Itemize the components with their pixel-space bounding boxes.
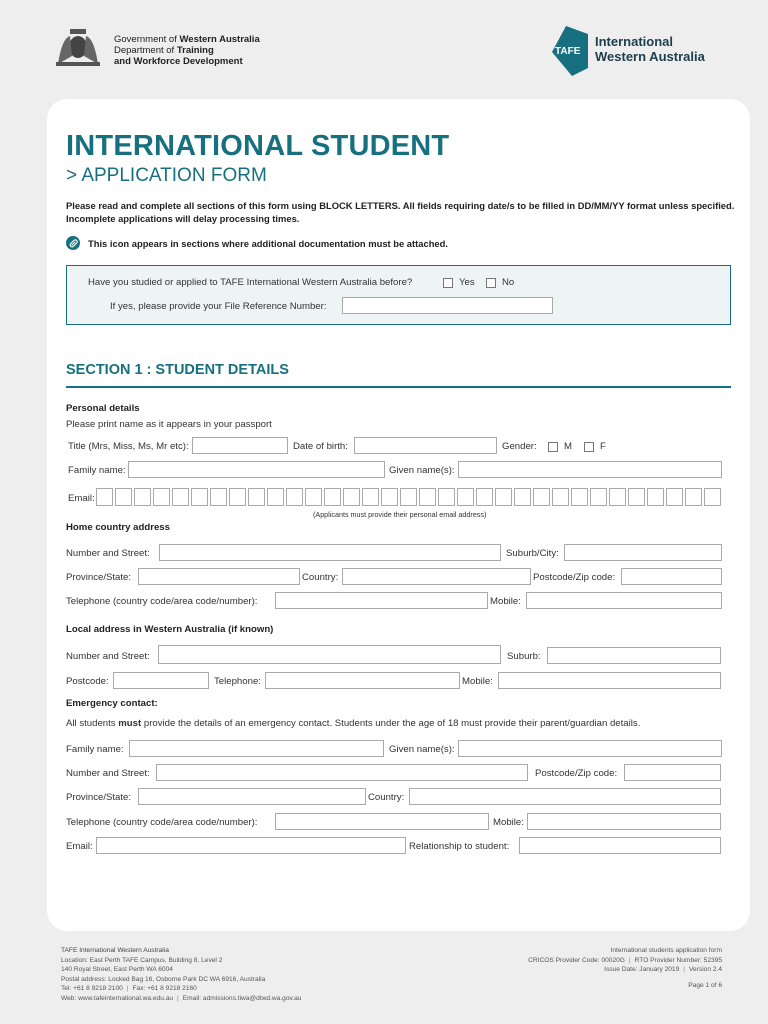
local-phone-field[interactable]	[265, 672, 460, 689]
email-char-cell[interactable]	[229, 488, 246, 506]
local-address-heading: Local address in Western Australia (if known)	[66, 624, 274, 635]
local-mobile-field[interactable]	[498, 672, 721, 689]
footer-contact: TAFE International Western Australia Location: East Perth TAFE Campus, Building 8, Level 2 140 Royal Street, East Perth WA 6004 Postal address: Locked Bag 16, Osborne Park DC WA 6916, Australia Tel: +61 8 9218 2100 | Fax: +61 8 9218 2160 Web: www.tafeinternational.wa.edu.au | Email: admissions.tiwa@dtwd.wa.gov.au	[61, 947, 302, 1002]
government-crest-icon	[52, 26, 104, 68]
emergency-family-label: Family name:	[66, 744, 124, 755]
home-country-field[interactable]	[342, 568, 531, 585]
prior-yes-label: Yes	[459, 277, 475, 288]
title-field[interactable]	[192, 437, 288, 454]
relationship-field[interactable]	[519, 837, 721, 854]
emergency-contact-note: All students must provide the details of an emergency contact. Students under the age of 18 must provide their parent/guardian details.	[66, 718, 641, 729]
gender-female-checkbox[interactable]	[584, 442, 594, 452]
email-char-cell[interactable]	[438, 488, 455, 506]
footer-web-link[interactable]: Web: www.tafeinternational.wa.edu.au	[61, 994, 174, 1002]
email-char-cell[interactable]	[210, 488, 227, 506]
email-char-cell[interactable]	[590, 488, 607, 506]
prior-yes-checkbox[interactable]	[443, 278, 453, 288]
local-postcode-label: Postcode:	[66, 676, 109, 687]
emergency-street-label: Number and Street:	[66, 768, 150, 779]
email-char-cell[interactable]	[191, 488, 208, 506]
given-name-field[interactable]	[458, 461, 722, 478]
paperclip-icon	[66, 236, 80, 250]
dob-field[interactable]	[354, 437, 497, 454]
home-street-label: Number and Street:	[66, 548, 150, 559]
dob-label: Date of birth:	[293, 441, 348, 452]
emergency-province-label: Province/State:	[66, 792, 132, 803]
emergency-postcode-field[interactable]	[624, 764, 721, 781]
home-province-field[interactable]	[138, 568, 300, 585]
tafe-logo-icon	[552, 26, 588, 76]
email-char-cell[interactable]	[628, 488, 645, 506]
home-country-label: Country:	[302, 572, 339, 583]
form-subtitle: > APPLICATION FORM	[66, 165, 267, 186]
email-char-cell[interactable]	[419, 488, 436, 506]
gender-male-checkbox[interactable]	[548, 442, 558, 452]
email-char-cell[interactable]	[704, 488, 721, 506]
page-number: Page 1 of 6	[688, 981, 722, 989]
emergency-contact-heading: Emergency contact:	[66, 698, 158, 709]
form-instructions: Please read and complete all sections of this form using BLOCK LETTERS. All fields requiring date/s to be filled in DD/MM/YY format unless specified. Incomplete applications will delay processing times.	[66, 200, 735, 224]
home-suburb-label: Suburb/City:	[506, 548, 559, 559]
home-postcode-field[interactable]	[621, 568, 722, 585]
email-char-cell[interactable]	[609, 488, 626, 506]
email-char-cell[interactable]	[324, 488, 341, 506]
emergency-email-label: Email:	[66, 841, 93, 852]
email-char-cell[interactable]	[666, 488, 683, 506]
email-char-cell[interactable]	[400, 488, 417, 506]
government-logo-text: Government of Western Australia Department of Training and Workforce Development	[114, 34, 260, 67]
prior-study-box	[66, 265, 731, 325]
emergency-mobile-label: Mobile:	[493, 817, 524, 828]
emergency-street-field[interactable]	[156, 764, 528, 781]
email-char-cell[interactable]	[343, 488, 360, 506]
family-name-field[interactable]	[128, 461, 385, 478]
email-char-cell[interactable]	[305, 488, 322, 506]
relationship-label: Relationship to student:	[409, 841, 510, 852]
section-divider	[66, 386, 731, 388]
email-note: (Applicants must provide their personal email address)	[313, 510, 487, 519]
emergency-province-field[interactable]	[138, 788, 366, 805]
footer-form-info: International students application form CRICOS Provider Code: 00020G | RTO Provider Number: 52395 Issue Date: January 2019 | Version 2.4 Page 1 of 6	[528, 947, 722, 989]
email-char-cell[interactable]	[267, 488, 284, 506]
emergency-postcode-label: Postcode/Zip code:	[535, 768, 618, 779]
emergency-family-field[interactable]	[129, 740, 384, 757]
file-reference-label: If yes, please provide your File Reference Number:	[110, 301, 327, 312]
footer-email-link[interactable]: Email: admissions.tiwa@dtwd.wa.gov.au	[182, 994, 302, 1002]
title-label: Title (Mrs, Miss, Ms, Mr etc):	[68, 441, 189, 452]
home-address-heading: Home country address	[66, 522, 170, 533]
local-suburb-label: Suburb:	[507, 651, 541, 662]
local-street-field[interactable]	[158, 645, 501, 664]
gender-male-label: M	[564, 441, 572, 452]
emergency-mobile-field[interactable]	[527, 813, 721, 830]
tafe-logo-text: International Western Australia	[595, 34, 705, 64]
prior-no-label: No	[502, 277, 515, 288]
email-char-cell[interactable]	[647, 488, 664, 506]
email-char-cell[interactable]	[685, 488, 702, 506]
email-char-cell[interactable]	[96, 488, 113, 506]
email-character-boxes[interactable]	[96, 488, 722, 506]
email-char-cell[interactable]	[134, 488, 151, 506]
family-name-label: Family name:	[68, 465, 126, 476]
emergency-country-field[interactable]	[409, 788, 721, 805]
section-1-title: SECTION 1 : STUDENT DETAILS	[66, 362, 289, 378]
home-phone-label: Telephone (country code/area code/number):	[66, 596, 258, 607]
email-char-cell[interactable]	[533, 488, 550, 506]
email-label: Email:	[68, 493, 95, 504]
emergency-country-label: Country:	[368, 792, 405, 803]
attachment-note: This icon appears in sections where additional documentation must be attached.	[66, 236, 448, 250]
home-mobile-field[interactable]	[526, 592, 722, 609]
local-phone-label: Telephone:	[214, 676, 261, 687]
home-mobile-label: Mobile:	[490, 596, 521, 607]
local-mobile-label: Mobile:	[462, 676, 493, 687]
local-suburb-field[interactable]	[547, 647, 721, 664]
gender-female-label: F	[600, 441, 606, 452]
local-postcode-field[interactable]	[113, 672, 209, 689]
home-suburb-field[interactable]	[564, 544, 722, 561]
home-province-label: Province/State:	[66, 572, 132, 583]
email-char-cell[interactable]	[286, 488, 303, 506]
email-char-cell[interactable]	[115, 488, 132, 506]
emergency-given-field[interactable]	[458, 740, 722, 757]
home-phone-field[interactable]	[275, 592, 488, 609]
tafe-badge-text: TAFE	[555, 46, 581, 57]
emergency-email-field[interactable]	[96, 837, 406, 854]
passport-name-note: Please print name as it appears in your passport	[66, 419, 272, 430]
email-char-cell[interactable]	[495, 488, 512, 506]
email-char-cell[interactable]	[571, 488, 588, 506]
local-street-label: Number and Street:	[66, 651, 150, 662]
email-char-cell[interactable]	[514, 488, 531, 506]
prior-study-question: Have you studied or applied to TAFE International Western Australia before?	[88, 277, 413, 288]
emergency-phone-field[interactable]	[275, 813, 489, 830]
emergency-phone-label: Telephone (country code/area code/number):	[66, 817, 258, 828]
email-char-cell[interactable]	[172, 488, 189, 506]
home-street-field[interactable]	[159, 544, 501, 561]
email-char-cell[interactable]	[476, 488, 493, 506]
prior-no-checkbox[interactable]	[486, 278, 496, 288]
emergency-given-label: Given name(s):	[389, 744, 455, 755]
gender-label: Gender:	[502, 441, 537, 452]
email-char-cell[interactable]	[552, 488, 569, 506]
form-title: INTERNATIONAL STUDENT	[66, 130, 450, 162]
email-char-cell[interactable]	[248, 488, 265, 506]
home-postcode-label: Postcode/Zip code:	[533, 572, 616, 583]
email-char-cell[interactable]	[381, 488, 398, 506]
personal-details-heading: Personal details	[66, 403, 140, 414]
given-name-label: Given name(s):	[389, 465, 455, 476]
file-reference-field[interactable]	[342, 297, 553, 314]
email-char-cell[interactable]	[457, 488, 474, 506]
email-char-cell[interactable]	[153, 488, 170, 506]
email-char-cell[interactable]	[362, 488, 379, 506]
